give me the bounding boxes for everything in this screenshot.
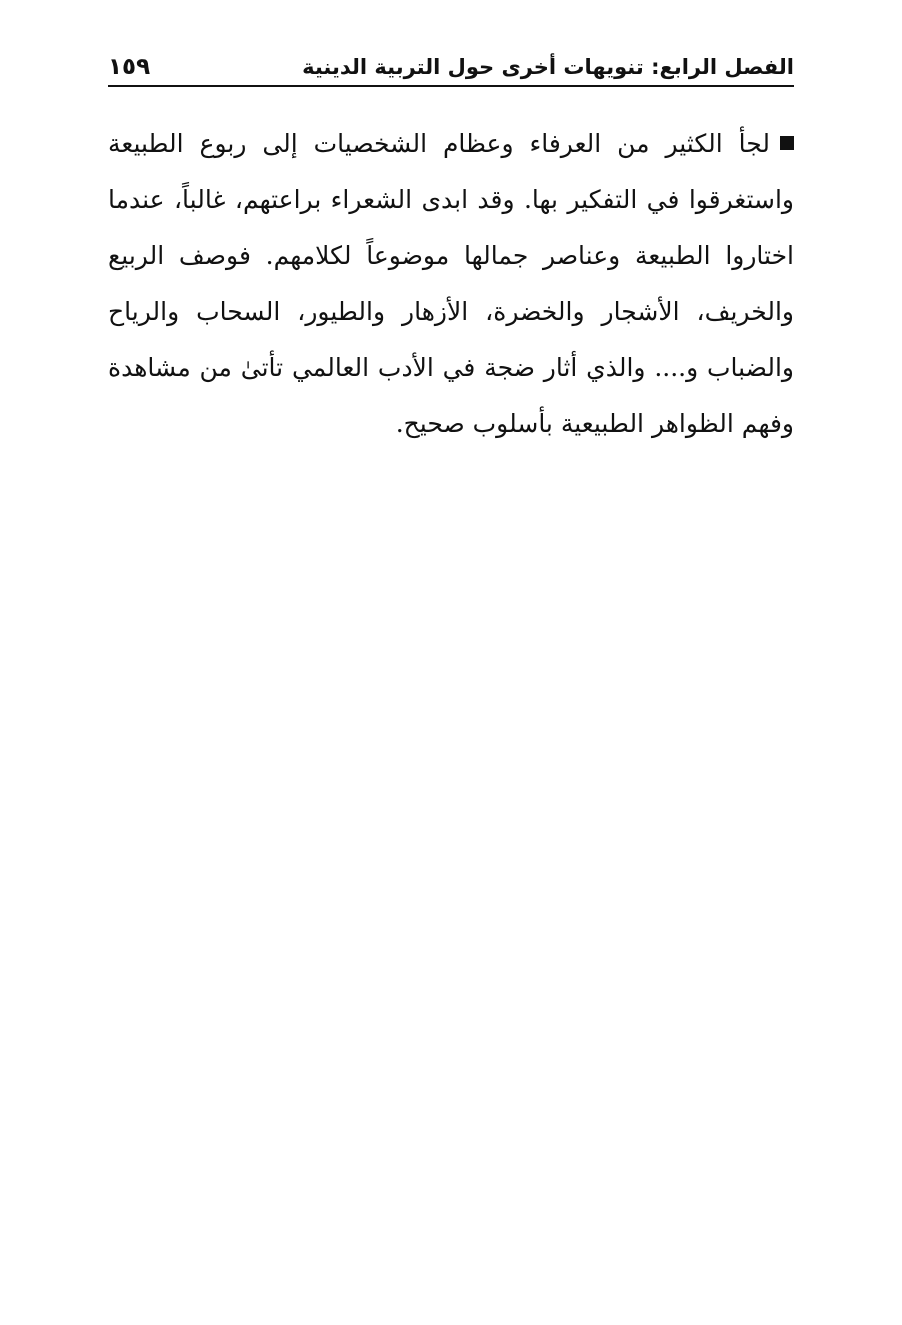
paragraph-text: لجأ الكثير من العرفاء وعظام الشخصيات إلى ربوع الطبيعة واستغرقوا في التفكير بها. وقد ابدى الشعراء براعتهم، غالباً، عندما اختاروا الطبيعة وعناصر جمالها موضوعاً لكلامهم. فوصف الربيع والخريف، الأشجار والخضرة، الأزهار والطيور، السحاب والرياح والضباب و.... والذي أثار ضجة في الأدب العالمي تأتىٰ من مشاهدة وفهم الظواهر الطبيعية بأسلوب صحيح. [108, 129, 794, 438]
page-number: ١٥٩ [108, 54, 151, 80]
running-header [108, 38, 794, 82]
header-divider [108, 85, 794, 87]
black-square-bullet-icon [780, 136, 794, 150]
body-paragraph [108, 116, 794, 452]
chapter-title: الفصل الرابع: تنويهات أخرى حول التربية الدينية [302, 55, 794, 79]
